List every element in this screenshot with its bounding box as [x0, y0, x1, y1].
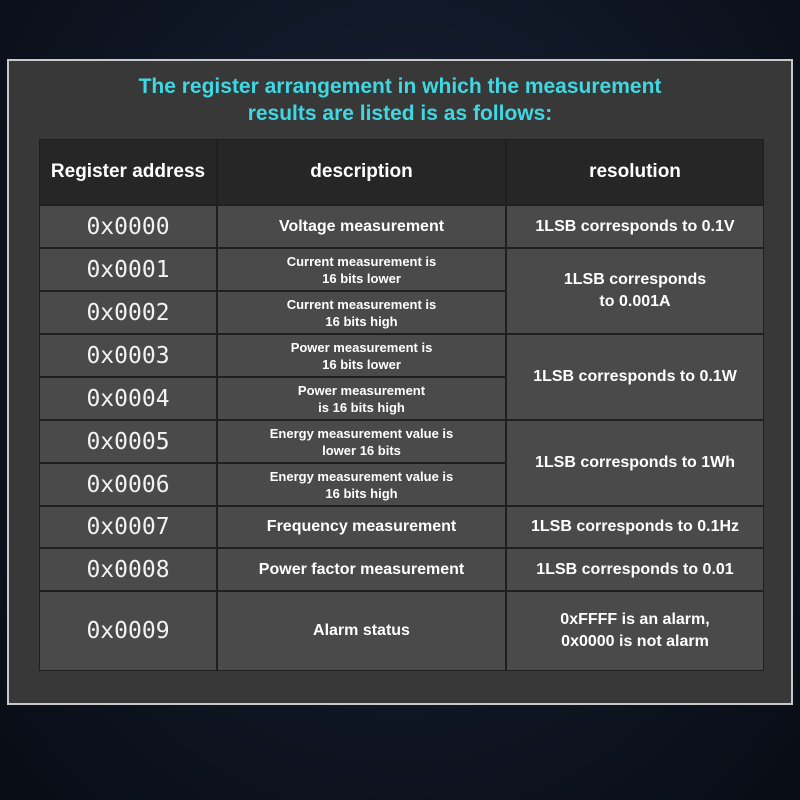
description-line-2: 16 bits high	[325, 485, 398, 501]
address-cell: 0x0005	[39, 420, 217, 463]
address-cell: 0x0001	[39, 248, 217, 291]
register-table-panel	[7, 59, 793, 705]
resolution-cell-alarm	[506, 591, 764, 671]
address-cell: 0x0000	[39, 205, 217, 248]
description-line-1: Power measurement	[297, 382, 426, 398]
heading-line-2: results are listed is as follows:	[247, 102, 553, 125]
address-cell: 0x0009	[39, 591, 217, 671]
resolution-line-1: 0xFFFF is an alarm,	[560, 611, 710, 628]
description-cell	[217, 377, 506, 420]
description-line-1: Energy measurement value is	[269, 468, 454, 484]
resolution-line-2: 0x0000 is not alarm	[561, 633, 709, 650]
address-cell: 0x0002	[39, 291, 217, 334]
address-cell: 0x0008	[39, 548, 217, 591]
description-line-2: 16 bits lower	[322, 356, 401, 372]
description-cell	[217, 463, 506, 506]
description-line-2: is 16 bits high	[318, 399, 405, 415]
header-register-address: Register address	[39, 139, 217, 205]
description-text: Power factor measurement	[258, 560, 465, 578]
description-line-2: lower 16 bits	[322, 442, 401, 458]
description-cell	[217, 205, 506, 248]
table-heading	[9, 73, 791, 127]
description-line-2: 16 bits high	[325, 313, 398, 329]
resolution-cell-current	[506, 248, 764, 334]
description-line-1: Power measurement is	[290, 339, 433, 355]
description-cell	[217, 548, 506, 591]
address-cell: 0x0007	[39, 506, 217, 548]
resolution-cell-energy: 1LSB corresponds to 1Wh	[506, 420, 764, 506]
description-line-2: 16 bits lower	[322, 270, 401, 286]
description-line-1: Energy measurement value is	[269, 425, 454, 441]
description-cell	[217, 506, 506, 548]
address-cell: 0x0003	[39, 334, 217, 377]
resolution-line-1: 1LSB corresponds	[563, 271, 707, 288]
description-text: Frequency measurement	[266, 518, 457, 535]
header-resolution: resolution	[506, 139, 764, 205]
description-text: Voltage measurement	[278, 217, 445, 235]
resolution-cell-power-factor: 1LSB corresponds to 0.01	[506, 548, 764, 591]
resolution-cell-frequency: 1LSB corresponds to 0.1Hz	[506, 506, 764, 548]
resolution-cell-power: 1LSB corresponds to 0.1W	[506, 334, 764, 420]
description-text: Alarm status	[313, 622, 410, 639]
description-cell	[217, 420, 506, 463]
heading-line-1: The register arrangement in which the measurement	[138, 75, 662, 98]
resolution-cell-voltage: 1LSB corresponds to 0.1V	[506, 205, 764, 248]
header-description: description	[217, 139, 506, 205]
description-cell	[217, 291, 506, 334]
resolution-line-2: to 0.001A	[599, 293, 671, 310]
description-cell	[217, 334, 506, 377]
description-cell	[217, 591, 506, 671]
address-cell: 0x0006	[39, 463, 217, 506]
description-cell	[217, 248, 506, 291]
description-line-1: Current measurement is	[286, 253, 437, 269]
address-cell: 0x0004	[39, 377, 217, 420]
description-line-1: Current measurement is	[286, 296, 437, 312]
